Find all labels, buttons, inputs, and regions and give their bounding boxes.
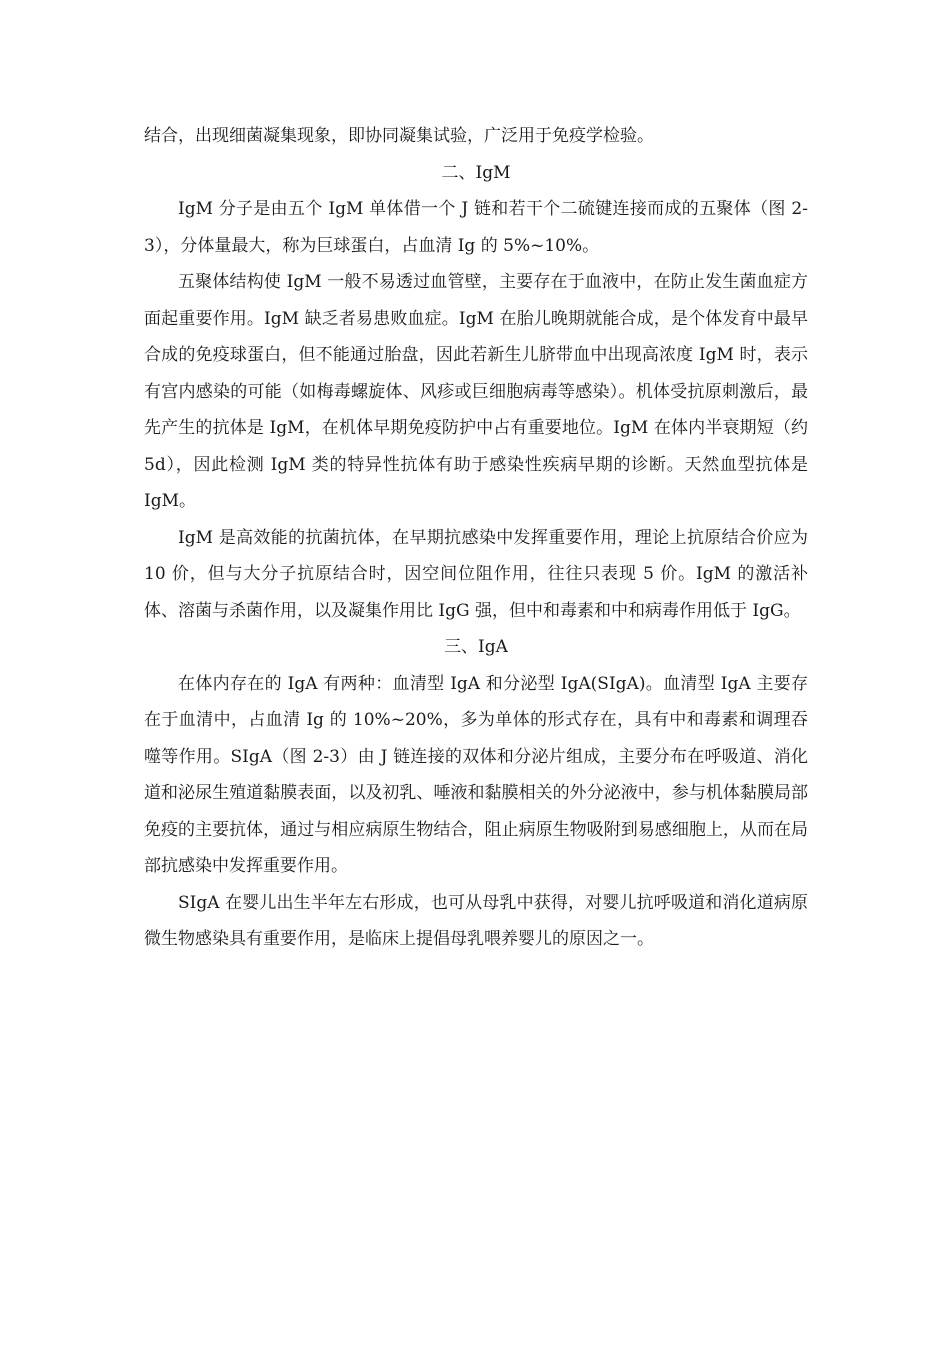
igm-paragraph-2: 五聚体结构使 IgM 一般不易透过血管壁，主要存在于血液中，在防止发生菌血症方面起重要作用。IgM 缺乏者易患败血症。IgM 在胎儿晚期就能合成，是个体发育中最早合成的免疫球蛋白，但不能通过胎盘，因此若新生儿脐带血中出现高浓度 IgM 时，表示有宫内感染的可能（如梅毒螺旋体、风疹或巨细胞病毒等感染）。机体受抗原刺激后，最先产生的抗体是 IgM，在机体早期免疫防护中占有重要地位。IgM 在体内半衰期短（约 5d），因此检测 IgM 类的特异性抗体有助于感染性疾病早期的诊断。天然血型抗体是 IgM。 (144, 272, 808, 511)
igm-paragraph-1: IgM 分子是由五个 IgM 单体借一个 J 链和若干个二硫键连接而成的五聚体（图 2-3），分体量最大，称为巨球蛋白，占血清 Ig 的 5%~10%。 (144, 199, 808, 256)
section-heading-iga: 三、IgA (444, 637, 508, 657)
iga-paragraph-1: 在体内存在的 IgA 有两种：血清型 IgA 和分泌型 IgA(SIgA)。血清型 IgA 主要存在于血清中，占血清 Ig 的 10%~20%，多为单体的形式存在，具有中和毒素和调理吞噬等作用。SIgA（图 2-3）由 J 链连接的双体和分泌片组成，主要分布在呼吸道、消化道和泌尿生殖道黏膜表面，以及初乳、唾液和黏膜相关的外分泌液中，参与机体黏膜局部免疫的主要抗体，通过与相应病原生物结合，阻止病原生物吸附到易感细胞上，从而在局部抗感染中发挥重要作用。 (144, 673, 808, 876)
iga-paragraph-2: SIgA 在婴儿出生半年左右形成，也可从母乳中获得，对婴儿抗呼吸道和消化道病原微生物感染具有重要作用，是临床上提倡母乳喂养婴儿的原因之一。 (144, 892, 808, 949)
document-body (144, 118, 808, 958)
continued-paragraph: 结合，出现细菌凝集现象，即协同凝集试验，广泛用于免疫学检验。 (144, 126, 654, 146)
section-heading-igm: 二、IgM (441, 162, 511, 183)
igm-paragraph-3: IgM 是高效能的抗菌抗体，在早期抗感染中发挥重要作用，理论上抗原结合价应为 10 价，但与大分子抗原结合时，因空间位阻作用，往往只表现 5 价。IgM 的激活补体、溶菌与杀菌作用，以及凝集作用比 IgG 强，但中和毒素和中和病毒作用低于 IgG。 (144, 527, 808, 621)
